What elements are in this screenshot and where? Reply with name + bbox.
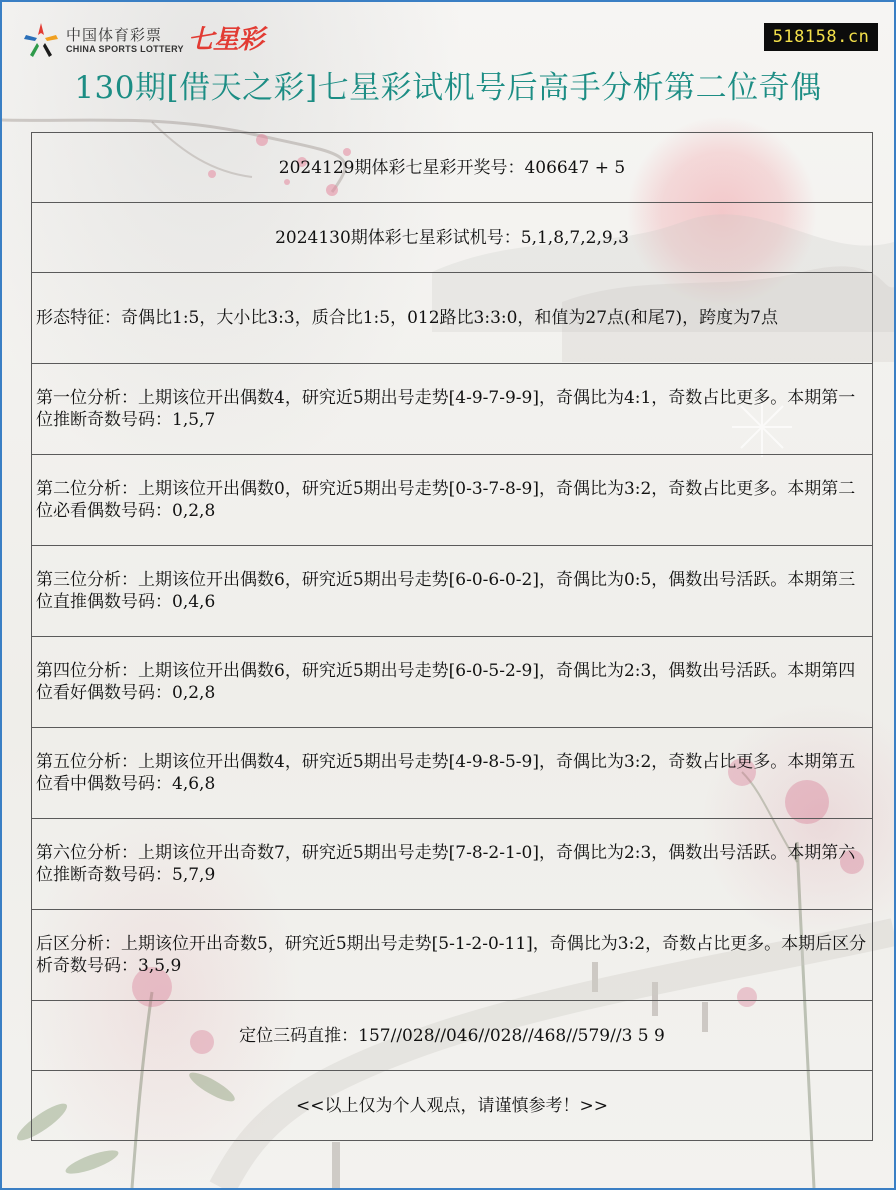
page-title: 130期[借天之彩]七星彩试机号后高手分析第二位奇偶 [74,70,822,106]
table-row [32,455,873,546]
table-row [32,819,873,910]
position-3-analysis-cell: 第三位分析：上期该位开出偶数6，研究近5期出号走势[6-0-6-0-2]，奇偶比为0:5，偶数出号活跃。本期第三位直推偶数号码：0,4,6 [32,546,873,637]
table-row [32,364,873,455]
logo-en-name: CHINA SPORTS LOTTERY [66,43,184,54]
site-badge[interactable]: 518158.cn [764,23,878,51]
analysis-table [31,132,873,1141]
table-row [32,728,873,819]
logo-cn-name: 中国体育彩票 [66,25,163,44]
test-number-cell: 2024130期体彩七星彩试机号：5,1,8,7,2,9,3 [32,203,873,273]
pattern-features-cell: 形态特征：奇偶比1:5，大小比3:3，质合比1:5，012路比3:3:0，和值为27点(和尾7)，跨度为7点 [32,273,873,364]
table-row [32,133,873,203]
draw-result-cell: 2024129期体彩七星彩开奖号：406647 + 5 [32,133,873,203]
table-row [32,203,873,273]
back-zone-analysis-cell: 后区分析：上期该位开出奇数5，研究近5期出号走势[5-1-2-0-11]，奇偶比为3:2，奇数占比更多。本期后区分析奇数号码：3,5,9 [32,910,873,1001]
table-row [32,1071,873,1141]
logo-text-group [66,26,184,55]
position-4-analysis-cell: 第四位分析：上期该位开出偶数6，研究近5期出号走势[6-0-5-2-9]，奇偶比为2:3，偶数出号活跃。本期第四位看好偶数号码：0,2,8 [32,637,873,728]
position-5-analysis-cell: 第五位分析：上期该位开出偶数4，研究近5期出号走势[4-9-8-5-9]，奇偶比为3:2，奇数占比更多。本期第五位看中偶数号码：4,6,8 [32,728,873,819]
china-sports-lottery-logo [22,20,263,60]
table-row [32,637,873,728]
position-1-analysis-cell: 第一位分析：上期该位开出偶数4，研究近5期出号走势[4-9-7-9-9]，奇偶比为4:1，奇数占比更多。本期第一位推断奇数号码：1,5,7 [32,364,873,455]
table-row [32,546,873,637]
table-row [32,273,873,364]
table-row [32,1001,873,1071]
disclaimer-cell: <<以上仅为个人观点，请谨慎参考！>> [32,1071,873,1141]
lottery-star-icon [22,21,60,59]
table-row [32,910,873,1001]
positional-picks-cell: 定位三码直推：157//028//046//028//468//579//3 5 9 [32,1001,873,1071]
position-6-analysis-cell: 第六位分析：上期该位开出奇数7，研究近5期出号走势[7-8-2-1-0]，奇偶比为2:3，偶数出号活跃。本期第六位推断奇数号码：5,7,9 [32,819,873,910]
logo-brand-name: 七星彩 [187,25,263,55]
position-2-analysis-cell: 第二位分析：上期该位开出偶数0，研究近5期出号走势[0-3-7-8-9]，奇偶比为3:2，奇数占比更多。本期第二位必看偶数号码：0,2,8 [32,455,873,546]
